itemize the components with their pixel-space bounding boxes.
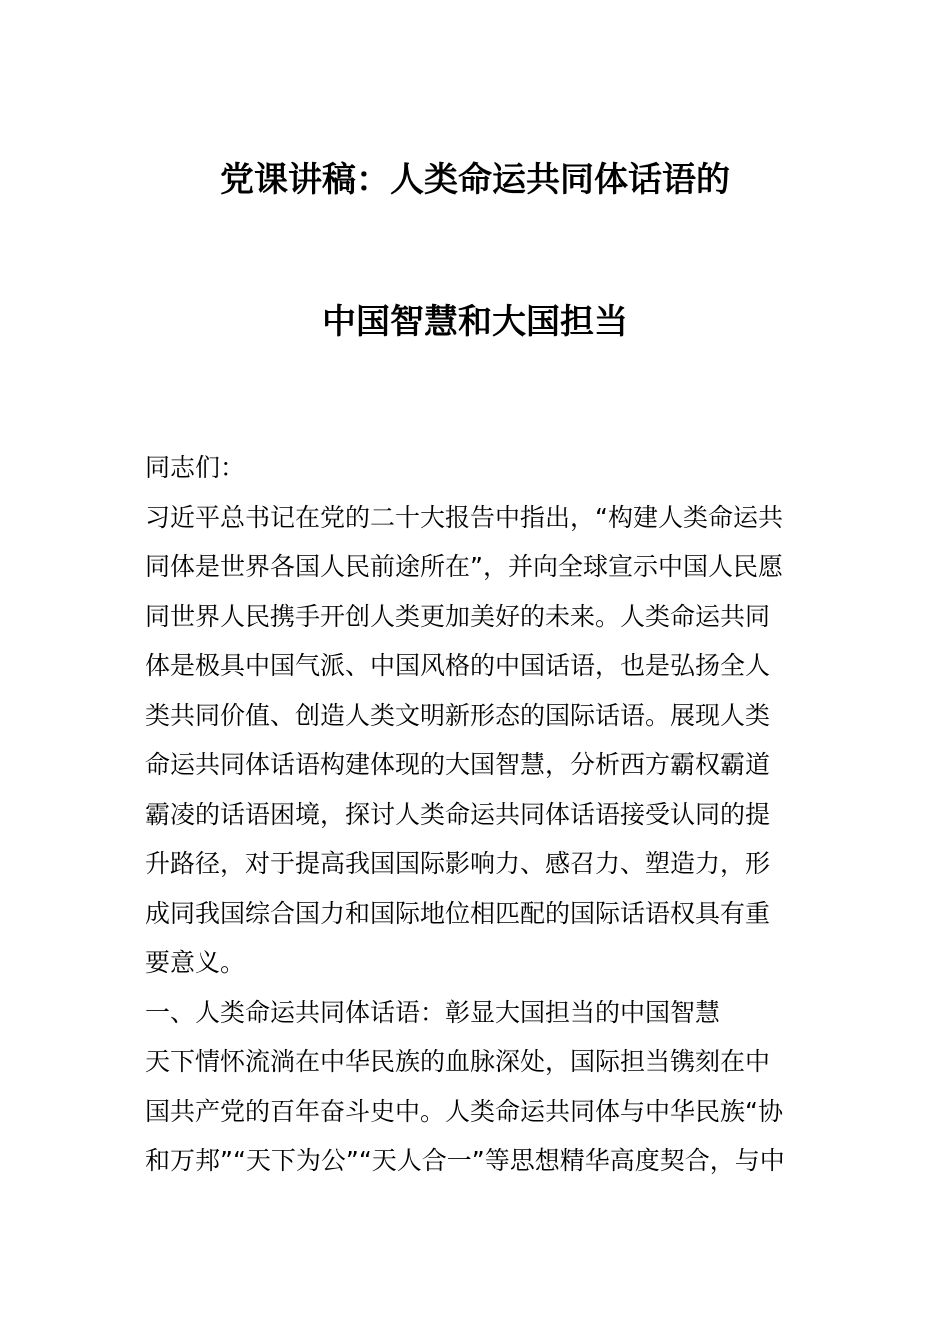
body-line: 升路径，对于提高我国国际影响力、感召力、塑造力，形 [145, 849, 771, 878]
body-line: 天下情怀流淌在中华民族的血脉深处，国际担当镌刻在中 [145, 1047, 771, 1076]
body-line: 同世界人民携手开创人类更加美好的未来。人类命运共同 [145, 601, 771, 631]
section-heading: 一、人类命运共同体话语：彰显大国担当的中国智慧 [145, 997, 721, 1027]
body-line: 类共同价值、创造人类文明新形态的国际话语。展现人类 [145, 700, 771, 730]
body-line: 和万邦”“天下为公”“天人合一”等思想精华高度契合，与中 [145, 1146, 785, 1175]
document-body [145, 443, 810, 1186]
body-line: 习近平总书记在党的二十大报告中指出，“构建人类命运共 [145, 502, 783, 532]
body-line: 体是极具中国气派、中国风格的中国话语，也是弘扬全人 [145, 651, 771, 680]
body-line: 要意义。 [145, 948, 246, 977]
body-line: 国共产党的百年奋斗史中。人类命运共同体与中华民族“协 [145, 1096, 783, 1126]
body-line: 霸凌的话语困境，探讨人类命运共同体话语接受认同的提 [145, 799, 771, 829]
salutation: 同志们： [145, 453, 246, 482]
document-title-line-1: 党课讲稿：人类命运共同体话语的 [220, 160, 730, 200]
body-line: 命运共同体话语构建体现的大国智慧，分析西方霸权霸道 [145, 750, 771, 779]
body-line: 同体是世界各国人民前途所在”，并向全球宣示中国人民愿 [145, 552, 783, 581]
document-title-line-2: 中国智慧和大国担当 [322, 302, 628, 342]
body-line: 成同我国综合国力和国际地位相匹配的国际话语权具有重 [145, 898, 771, 928]
